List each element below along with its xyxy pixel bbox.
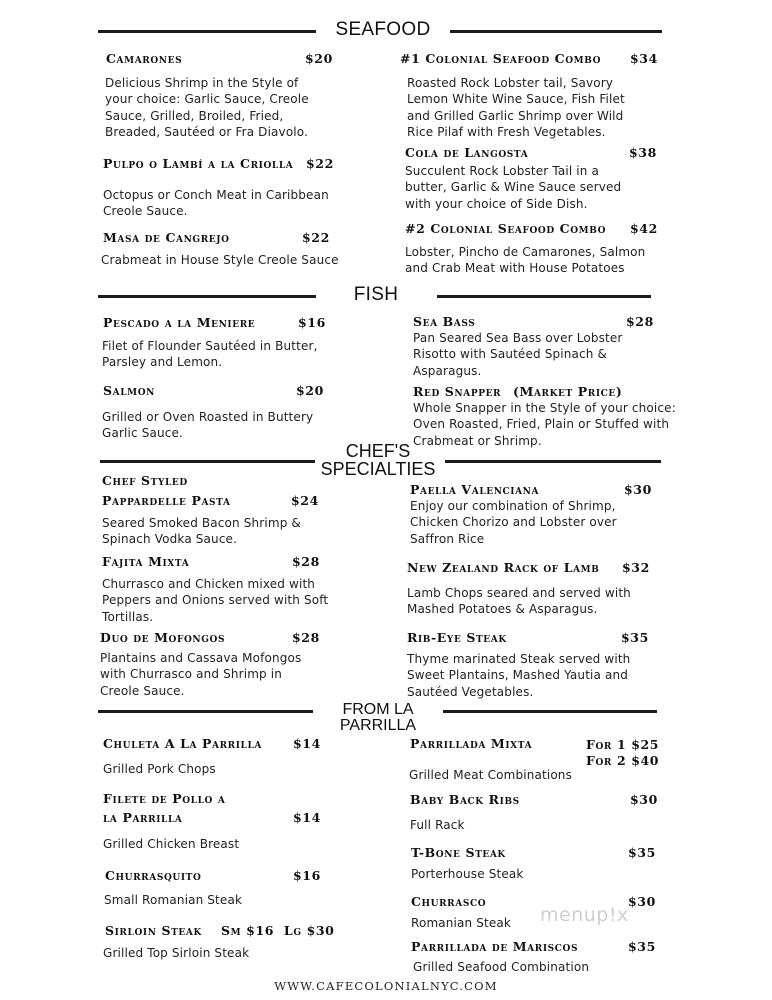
item-name: Rib-Eye Steak xyxy=(407,630,507,645)
item-price: $35 xyxy=(621,630,649,645)
section-divider xyxy=(450,30,662,33)
section-title-fish: FISH xyxy=(353,284,399,305)
watermark-logo: menup!x xyxy=(540,904,629,926)
item-name: Parrillada Mixta xyxy=(410,736,533,751)
item-price: $32 xyxy=(622,560,650,575)
item-price: $22 xyxy=(306,156,334,171)
item-name: Fajita Mixta xyxy=(102,554,190,569)
item-description: Grilled Meat Combinations xyxy=(409,768,572,782)
item-name: Baby Back Ribs xyxy=(410,792,520,807)
item-name: #1 Colonial Seafood Combo xyxy=(400,51,602,66)
item-description: Romanian Steak xyxy=(411,916,512,930)
section-title-seafood: SEAFOOD xyxy=(335,19,431,40)
item-price: $34 xyxy=(630,51,658,66)
item-price: $30 xyxy=(624,482,652,497)
item-price: $20 xyxy=(296,383,324,398)
item-price: $42 xyxy=(630,221,658,236)
item-description: Grilled Chicken Breast xyxy=(103,837,240,851)
item-description: Small Romanian Steak xyxy=(104,893,243,907)
item-description: Filet of Flounder Sautéed in Butter, Parsley and Lemon. xyxy=(102,339,318,370)
section-title-chefs-line1: CHEF'S xyxy=(345,441,411,461)
item-price: $35 xyxy=(628,939,656,954)
item-name: Sea Bass xyxy=(413,314,476,329)
section-divider xyxy=(445,460,661,463)
website-link[interactable]: WWW.CAFECOLONIALNYC.COM xyxy=(274,979,498,993)
section-title-chefs-line2: SPECIALTIES xyxy=(320,459,436,479)
item-description: Lobster, Pincho de Camarones, Salmon and Crab Meat with House Potatoes xyxy=(405,245,646,276)
item-price: $14 xyxy=(293,736,321,751)
item-name: Churrasquito xyxy=(105,868,202,883)
item-name: Salmon xyxy=(103,383,155,398)
item-description: Grilled Top Sirloin Steak xyxy=(103,946,250,960)
item-name: T-Bone Steak xyxy=(411,845,506,860)
item-name: Parrillada de Mariscos xyxy=(411,939,579,954)
section-divider xyxy=(100,460,315,463)
item-price: $16 xyxy=(298,315,326,330)
item-name: Camarones xyxy=(106,51,183,66)
item-price: $14 xyxy=(293,810,321,825)
item-description: Grilled Seafood Combination xyxy=(413,960,590,974)
item-description: Lamb Chops seared and served with Mashed Potatoes & Asparagus. xyxy=(407,586,631,617)
item-price: $28 xyxy=(626,314,654,329)
item-description: Crabmeat in House Style Creole Sauce xyxy=(101,253,339,267)
item-price: $22 xyxy=(302,230,330,245)
item-description: Enjoy our combination of Shrimp, Chicken Chorizo and Lobster over Saffron Rice xyxy=(410,499,617,546)
item-description: Churrasco and Chicken mixed with Peppers and Onions served with Soft Tortillas. xyxy=(102,577,329,624)
item-name: Pappardelle Pasta xyxy=(102,493,231,508)
item-name: Pescado a la Meniere xyxy=(103,315,256,330)
item-price: $28 xyxy=(292,630,320,645)
item-description: Roasted Rock Lobster tail, Savory Lemon White Wine Sauce, Fish Filet and Grilled Garlic Shrimp over Wild Rice Pilaf with Fresh Vegetables. xyxy=(407,76,625,139)
item-description: Whole Snapper in the Style of your choice: Oven Roasted, Fried, Plain or Stuffed with Crabmeat or Shrimp. xyxy=(413,401,676,448)
section-divider xyxy=(443,710,657,713)
item-price: $30 xyxy=(630,792,658,807)
item-name: Duo de Mofongos xyxy=(100,630,226,645)
item-price: For 1 $25 xyxy=(586,737,660,752)
item-price: $20 xyxy=(305,51,333,66)
item-price: For 2 $40 xyxy=(586,753,660,768)
section-divider xyxy=(98,295,316,298)
item-price: $38 xyxy=(629,145,657,160)
item-description: Grilled or Oven Roasted in Buttery Garlic Sauce. xyxy=(102,410,314,441)
item-price: $30 xyxy=(628,894,656,909)
item-description: Plantains and Cassava Mofongos with Churrasco and Shrimp in Creole Sauce. xyxy=(100,651,302,698)
section-title-parrilla-line1: FROM LA xyxy=(342,701,414,718)
item-description: Seared Smoked Bacon Shrimp & Spinach Vodka Sauce. xyxy=(102,516,301,547)
item-price: $16 xyxy=(293,868,321,883)
item-description: Pan Seared Sea Bass over Lobster Risotto with Sautéed Spinach & Asparagus. xyxy=(413,331,623,378)
section-divider xyxy=(98,30,316,33)
item-name: Cola de Langosta xyxy=(405,145,529,160)
section-divider xyxy=(437,295,651,298)
item-name: Masa de Cangrejo xyxy=(103,230,230,245)
item-description: Succulent Rock Lobster Tail in a butter, Garlic & Wine Sauce served with your choice of Side Dish. xyxy=(405,164,622,211)
item-price: $35 xyxy=(628,845,656,860)
item-name: #2 Colonial Seafood Combo xyxy=(405,221,607,236)
item-name: Paella Valenciana xyxy=(410,482,540,497)
section-divider xyxy=(98,710,313,713)
item-name: Churrasco xyxy=(411,894,487,909)
item-description: Full Rack xyxy=(410,818,465,832)
item-price: Sm $16 Lg $30 xyxy=(221,923,335,938)
item-price: $28 xyxy=(292,554,320,569)
item-name: Red Snapper xyxy=(413,384,502,399)
item-description: Grilled Pork Chops xyxy=(103,762,216,776)
item-name: New Zealand Rack of Lamb xyxy=(407,560,600,575)
item-name: Chuleta A La Parrilla xyxy=(103,736,262,751)
item-description: Thyme marinated Steak served with Sweet Plantains, Mashed Yautia and Sautéed Vegetables. xyxy=(407,652,631,699)
item-description: Delicious Shrimp in the Style of your choice: Garlic Sauce, Creole Sauce, Grilled, Broiled, Fried, Breaded, Sautéed or Fra Diavolo. xyxy=(105,76,309,139)
item-name: Sirloin Steak xyxy=(105,923,202,938)
item-name: la Parrilla xyxy=(103,810,183,825)
item-price: (Market Price) xyxy=(513,384,623,399)
item-name: Pulpo o Lambí a la Criolla xyxy=(103,156,294,171)
item-name: Chef Styled xyxy=(102,473,188,488)
item-price: $24 xyxy=(291,493,319,508)
item-description: Porterhouse Steak xyxy=(411,867,524,881)
section-title-parrilla-line2: PARRILLA xyxy=(339,717,417,734)
item-description: Octopus or Conch Meat in Caribbean Creole Sauce. xyxy=(103,188,329,219)
item-name: Filete de Pollo a xyxy=(103,791,226,806)
